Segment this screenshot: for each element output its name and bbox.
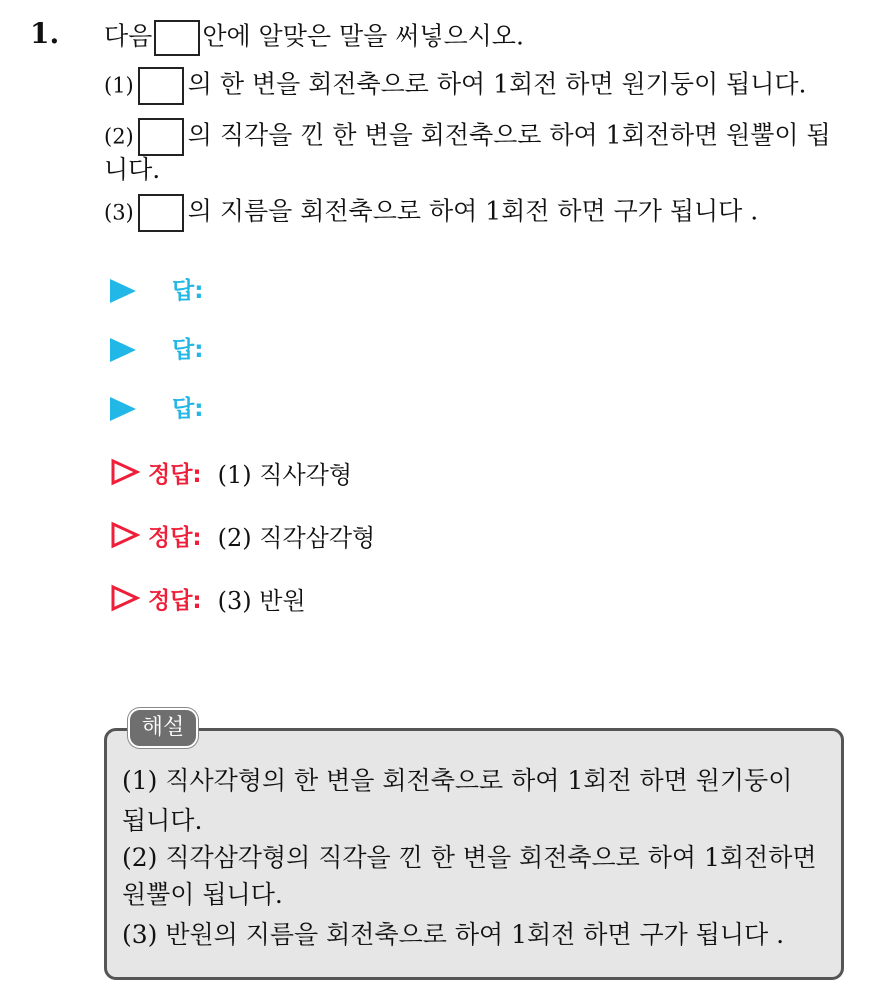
explanation-line-2: 됩니다. <box>122 806 203 835</box>
answer-key-row-3 <box>110 580 306 616</box>
question-item-2 <box>104 118 831 156</box>
triangle-outline-icon <box>110 521 140 549</box>
question-item-2-continued: 니다. <box>104 155 161 184</box>
answer-key-value: (2) 직각삼각형 <box>217 523 376 552</box>
question-number: 1. <box>30 17 60 50</box>
answer-key-row-2 <box>110 517 375 553</box>
answer-key-label: 정답: <box>148 524 202 551</box>
triangle-outline-icon <box>110 584 140 612</box>
question-prompt <box>104 20 524 56</box>
answer-key-value: (1) 직사각형 <box>217 460 353 489</box>
item-text: 의 지름을 회전축으로 하여 1회전 하면 구가 됩니다 . <box>187 196 759 226</box>
answer-key-row-1 <box>110 454 352 490</box>
play-arrow-icon <box>110 397 136 421</box>
play-arrow-icon <box>110 338 136 362</box>
item-label: (2) <box>104 124 134 149</box>
answer-label-3: 답: <box>172 396 204 422</box>
answer-label-1: 답: <box>172 278 204 304</box>
answer-row-1 <box>110 274 136 308</box>
question-item-1 <box>104 67 806 105</box>
explanation-line-3: (2) 직각삼각형의 직각을 낀 한 변을 회전축으로 하여 1회전하면 <box>122 843 817 872</box>
question-item-3 <box>104 194 758 232</box>
explanation-line-1: (1) 직사각형의 한 변을 회전축으로 하여 1회전 하면 원기둥이 <box>122 766 793 795</box>
blank-box <box>138 67 184 105</box>
prompt-before: 다음 <box>104 21 153 51</box>
blank-box <box>138 194 184 232</box>
blank-box <box>138 118 184 156</box>
answer-key-label: 정답: <box>148 587 202 614</box>
explanation-line-4: 원뿔이 됩니다. <box>122 880 283 909</box>
answer-label-2: 답: <box>172 337 204 363</box>
explanation-tab: 해설 <box>128 708 198 748</box>
answer-key-value: (3) 반원 <box>217 586 306 615</box>
item-label: (3) <box>104 200 134 225</box>
item-label: (1) <box>104 73 134 98</box>
blank-box <box>154 20 200 56</box>
item-text: 의 한 변을 회전축으로 하여 1회전 하면 원기둥이 됩니다. <box>187 69 807 99</box>
prompt-after: 안에 알맞은 말을 써넣으시오. <box>202 21 524 51</box>
answer-key-label: 정답: <box>148 461 202 488</box>
answer-row-3 <box>110 392 136 426</box>
item-text: 의 직각을 낀 한 변을 회전축으로 하여 1회전하면 원뿔이 됩 <box>187 120 831 150</box>
explanation-line-5: (3) 반원의 지름을 회전축으로 하여 1회전 하면 구가 됩니다 . <box>122 920 785 949</box>
answer-row-2 <box>110 333 136 367</box>
play-arrow-icon <box>110 279 136 303</box>
triangle-outline-icon <box>110 458 140 486</box>
